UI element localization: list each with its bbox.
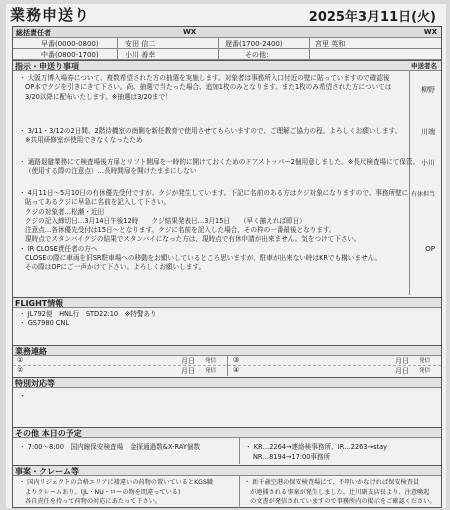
instruction-line: （使用する際の注意点）…長時間扉を開けたままにしない	[25, 167, 197, 176]
contact-date: 月日	[395, 357, 409, 365]
early-shift-label: 早番(0000-0800)	[41, 40, 99, 48]
contact-sender: 発信	[419, 358, 431, 364]
instruction-line: ・ 大阪万博入場券について、複数希望された方の抽選を実施します。対象者は事務所入口付近の壁に貼っていますので確認後	[19, 74, 390, 82]
sender-name: 有休担当	[410, 191, 435, 198]
instruction-line: 注意点…各休優先受付は15日～となります。クジに名前を記入した場合、その枠の一番最後となります。	[25, 226, 336, 235]
instruction-line: 3/20以降に配布いたします。※抽選は3/20まで！	[25, 92, 172, 101]
instruction-line: ・ 4月11日～5月10日の有休優先受付ですが、クジが発生しています。下記に名前のある方はクジ対象になりますので、事務所壁に	[19, 189, 409, 197]
instruction-line: クジの記入締切日…3月14日午後12時 クジ結果発表日…3月15日 （早く揃えれば即日）	[25, 216, 306, 225]
sender-name: OP	[425, 245, 435, 253]
schedule-right: NR…8194→17:00事務所	[253, 453, 331, 461]
early-shift-name: 安田 信二	[125, 40, 156, 48]
flight-info	[19, 310, 409, 329]
instruction-line: ・ 通路退避業務にて検査場後方扉とリフト側扉を一時的に開けておくためのドアストッパー2個用意しました。※長尺検査場にて保管。	[19, 158, 420, 166]
instructions-heading	[13, 60, 441, 71]
memo-form	[12, 26, 442, 508]
contact-mark: ①	[17, 356, 24, 364]
supervisor-code: WX	[183, 28, 197, 36]
late-shift-label: 遅番(1700-2400)	[225, 40, 283, 48]
incident-right	[244, 478, 440, 507]
sender-name: 柳野	[421, 86, 435, 94]
supervisor-label: 総括責任者	[16, 29, 51, 37]
instruction-line: ※共用研修室が使用できなくなったため	[25, 136, 143, 145]
instruction-line: その際はOPにご一声かけて下さい。よろしくお願いします。	[25, 263, 206, 272]
instruction-item	[19, 158, 420, 177]
incident-line: ・ 新千歳空港の保安検査場にて、不明いかなければ保安検査員	[244, 479, 420, 486]
sender-name: 小川	[421, 159, 435, 167]
contact-sender: 発信	[419, 368, 431, 374]
mid-shift-name: 小川 善幸	[125, 51, 156, 59]
memo-paper	[6, 4, 446, 508]
staff-header-row	[13, 27, 441, 38]
contact-sender: 発信	[205, 368, 217, 374]
contact-row	[13, 366, 441, 376]
instruction-line: ・ 3/11・3/12の2日間、2階待機室の南側を新任教育で使用させてもらいますので、ご理解ご協力の程、よろしくお願いします。	[19, 127, 402, 135]
page-title: 業務申送り	[10, 6, 91, 24]
contact-date: 月日	[395, 367, 409, 375]
incident-line: の文書が発信されていますので事務所内の掲示をご確認ください。	[250, 498, 436, 506]
instruction-item	[19, 189, 409, 273]
special-heading: 特別対応等	[13, 377, 441, 388]
late-shift-name: 宮里 英和	[315, 40, 346, 48]
flight-heading: FLIGHT情報	[13, 297, 441, 308]
schedule-heading: その他 本日の予定	[13, 427, 441, 438]
contact-mark: ④	[233, 366, 240, 374]
sender-column-label: 申送者名	[411, 62, 437, 70]
divider	[239, 476, 240, 508]
sender-name: 川端	[421, 128, 435, 136]
contact-heading: 業務連絡	[13, 345, 441, 356]
incidents-heading: 事案・クレーム等	[13, 465, 441, 476]
report-date: 2025年3月11日(火)	[308, 10, 436, 25]
staff-row-2	[13, 49, 441, 60]
instruction-line: OP本でクジを引きにきて下さい。尚、抽選で当たった場合、追加1枚のみとなります。また1枚のみ希望された方については	[25, 83, 392, 92]
staff-row-1	[13, 38, 441, 49]
divider	[117, 38, 118, 60]
instruction-line: 貼ってあるクジに早急に名前を記入して下さい。	[25, 198, 171, 207]
contact-mark: ②	[17, 366, 24, 374]
instructions-heading-text: 指示・申送り事項	[15, 62, 79, 71]
incident-line: が連捕される事案が発生しました。辻川副支店長より、注意喚起	[250, 488, 430, 496]
instruction-line: 現時点でスタンバイクジの結果でスタンバイになった方は、現時点で有休申請が出来ません。気をつけて下さい。	[25, 235, 361, 244]
flight-line: ・ JL792便 HNL行 STD22:10 ※特警あり	[19, 310, 157, 318]
other-label: その他：	[245, 51, 273, 59]
special-bullet: ・	[19, 392, 26, 400]
contact-mark: ③	[233, 356, 240, 364]
contact-row	[13, 356, 441, 366]
supervisor-code-right: WX	[423, 28, 437, 36]
contact-sender: 発信	[205, 358, 217, 364]
instruction-item	[19, 74, 409, 102]
divider	[218, 38, 219, 60]
instruction-item	[19, 127, 409, 146]
incident-line: よりクレームあり。(JL・NU・ローの物を間違っている)	[25, 488, 181, 496]
schedule-right: ・ KR…2264→連絡検事務所、IR…2263→stay	[245, 443, 388, 451]
divider	[409, 71, 410, 295]
incident-left	[19, 478, 235, 507]
schedule-left: ・ 7:00～8:00 国内線保安検査場 金探通過数&X-RAY個数	[19, 443, 201, 451]
instruction-line: CLOSEの際に車両を旧SR駐車場への移動をお願いしているところ思いますが、駐車が出来ない時はKRでも構いません。	[25, 254, 382, 263]
instruction-line: クジの対象者…松瀬・近田	[25, 207, 105, 216]
incident-line: ・ 国内リジェクトの合格エリアに褄違いの荷物の置いているとKGS職	[19, 479, 214, 486]
incident-line: 各自責任を持って荷物の対応にあたって下さい。	[25, 498, 162, 506]
contact-date: 月日	[181, 357, 195, 365]
divider	[239, 438, 240, 464]
mid-shift-label: 中番(0800-1700)	[41, 51, 99, 59]
contact-date: 月日	[181, 367, 195, 375]
flight-line: ・ GS7980 CNL	[19, 319, 70, 328]
instruction-line: ・ IR CLOSE責任者の方へ	[19, 244, 98, 253]
divider	[309, 38, 310, 60]
